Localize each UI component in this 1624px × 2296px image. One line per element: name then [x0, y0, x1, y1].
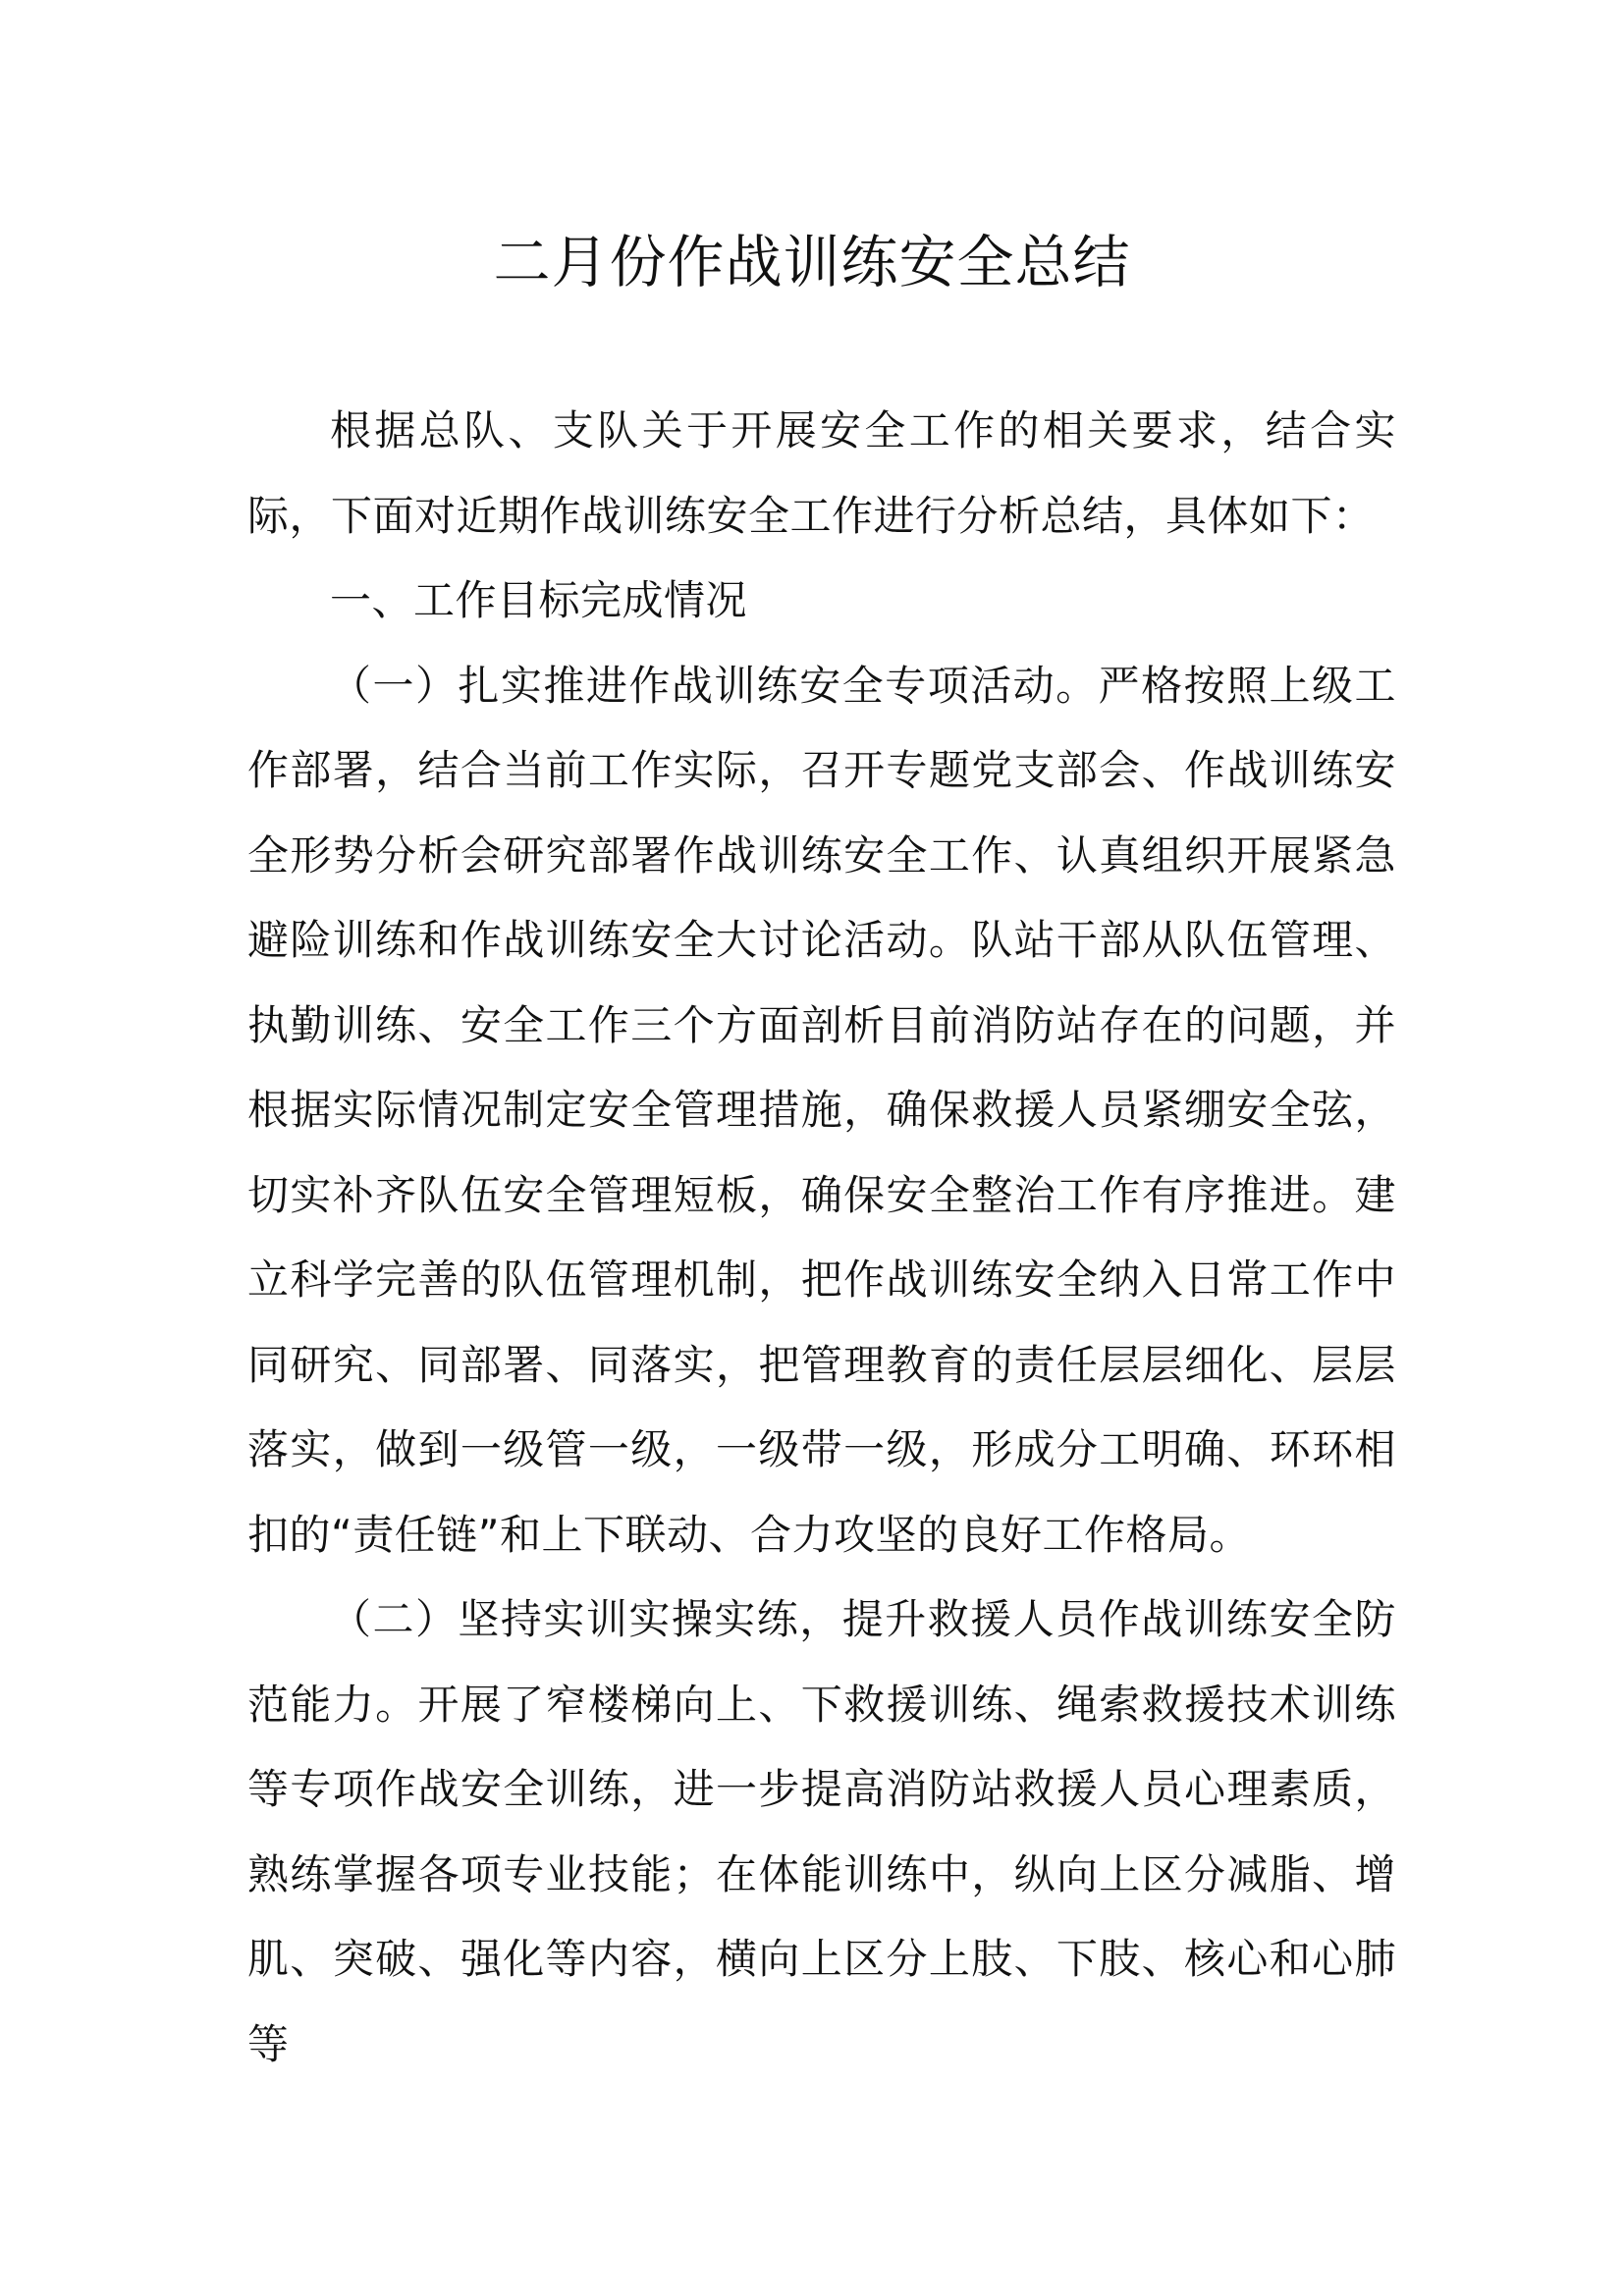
intro-paragraph: 根据总队、支队关于开展安全工作的相关要求，结合实际，下面对近期作战训练安全工作进行分析总结，具体如下： — [247, 406, 1396, 540]
section-heading-1: 一、工作目标完成情况 — [330, 576, 748, 624]
document-title: 二月份作战训练安全总结 — [493, 229, 1131, 295]
paragraph-item-2: （二）坚持实训实操实练，提升救援人员作战训练安全防范能力。开展了窄楼梯向上、下救援训练、绳索救援技术训练等专项作战安全训练，进一步提高消防站救援人员心理素质，熟练掌握各项专业技能；在体能训练中，纵向上区分减脂、增肌、突破、强化等内容，横向上区分上肢、下肢、核心和心肺等 — [247, 1595, 1396, 2068]
paragraph-item-1: （一）扎实推进作战训练安全专项活动。严格按照上级工作部署，结合当前工作实际，召开专题党支部会、作战训练安全形势分析会研究部署作战训练安全工作、认真组织开展紧急避险训练和作战训练安全大讨论活动。队站干部从队伍管理、执勤训练、安全工作三个方面剖析目前消防站存在的问题，并根据实际情况制定安全管理措施，确保救援人员紧绷安全弦，切实补齐队伍安全管理短板，确保安全整治工作有序推进。建立科学完善的队伍管理机制，把作战训练安全纳入日常工作中同研究、同部署、同落实，把管理教育的责任层层细化、层层落实，做到一级管一级，一级带一级，形成分工明确、环环相扣的“责任链”和上下联动、合力攻坚的良好工作格局。 — [247, 661, 1396, 1559]
document-body — [247, 389, 1396, 2087]
